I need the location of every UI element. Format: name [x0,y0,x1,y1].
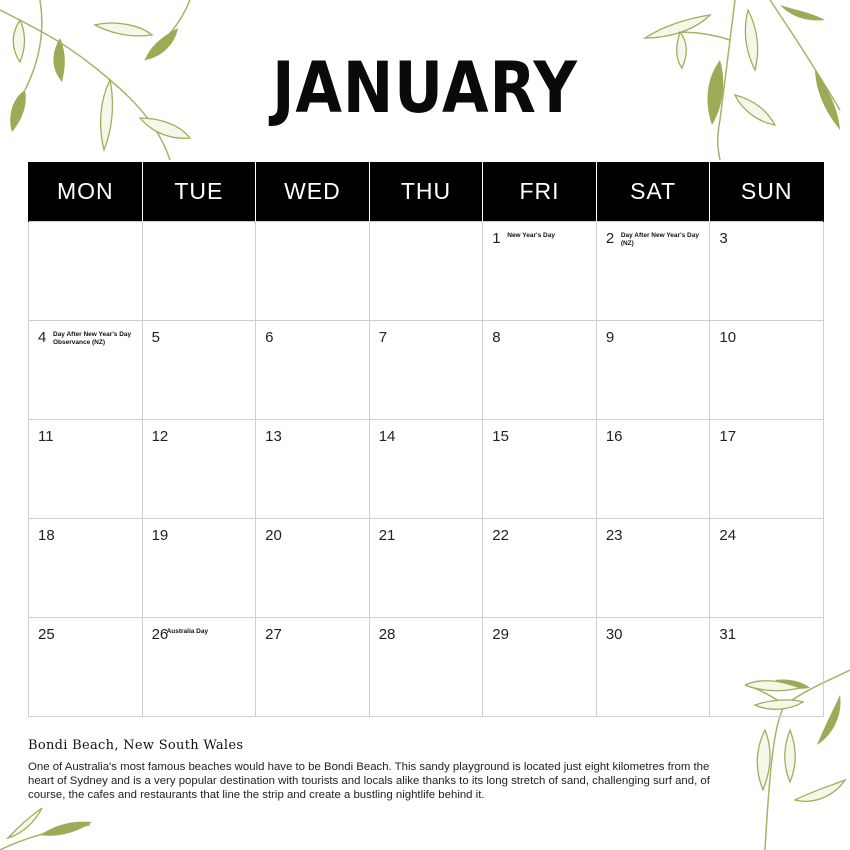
day-cell [369,321,483,420]
day-number: 15 [492,428,509,445]
day-number: 13 [265,428,282,445]
day-number: 1 [492,230,501,247]
day-number: 31 [719,626,737,643]
day-number: 10 [719,329,737,346]
day-cell [596,321,710,420]
day-number: 16 [605,428,623,445]
day-cell [596,222,710,321]
day-cell [142,618,256,717]
day-number: 11 [38,428,54,445]
day-cell [483,519,597,618]
month-title: JANUARY [272,47,578,129]
day-cell [596,519,710,618]
day-number: 4 [38,329,47,346]
day-cell [256,618,370,717]
day-cell [483,420,597,519]
weekday-header-wed: WED [256,162,370,222]
week-row [29,519,824,618]
day-number: 5 [151,329,160,346]
weekday-header-fri: FRI [483,162,597,222]
weekday-header-thu: THU [369,162,483,222]
day-number: 25 [38,626,55,643]
day-number: 23 [605,527,623,544]
day-number: 6 [265,329,274,346]
day-cell [369,618,483,717]
day-number: 29 [492,626,509,643]
day-number: 19 [151,527,169,544]
week-row [29,618,824,717]
day-cell [369,420,483,519]
day-cell [29,519,143,618]
day-cell [29,618,143,717]
day-number: 20 [265,527,282,544]
day-cell [29,222,143,321]
week-row [29,420,824,519]
day-cell [483,222,597,321]
day-number: 18 [38,527,55,544]
day-cell [596,618,710,717]
day-number: 8 [492,329,501,346]
day-number: 3 [719,230,728,247]
weekday-header-mon: MON [29,162,143,222]
day-number: 2 [605,230,615,247]
day-cell [596,420,710,519]
day-number: 12 [151,428,169,445]
day-cell [142,420,256,519]
day-cell [256,420,370,519]
photo-caption-text: One of Australia's most famous beaches would have to be Bondi Beach. This sandy playground is located just eight kilometres from the heart of Sydney and is a very popular destination with tourists and locals alike thanks to its long stretch of sand, challenging surf and, of course, the cafes and restaurants that line the strip and create a bustling nightlife behind it. [28,761,710,801]
day-cell [483,618,597,717]
day-number: 30 [605,626,623,643]
weekday-header-tue: TUE [142,162,256,222]
day-cell [710,222,824,321]
day-number: 14 [378,428,396,445]
day-number: 17 [719,428,737,445]
holiday-label: Day After New Year's Day (NZ) [620,232,699,247]
weekday-header-row [29,162,824,222]
leaf-branch-bottom-left-icon [0,800,100,850]
day-cell [142,222,256,321]
week-row [29,222,824,321]
day-cell [369,519,483,618]
day-number: 28 [378,626,396,643]
week-row [29,321,824,420]
day-number: 9 [605,329,615,346]
day-cell [710,420,824,519]
day-cell [29,321,143,420]
calendar-grid [28,162,824,717]
day-number: 21 [378,527,396,544]
weekday-header-sat: SAT [596,162,710,222]
day-number: 22 [492,527,509,544]
day-number: 24 [719,527,737,544]
weekday-header-sun: SUN [710,162,824,222]
day-cell [142,519,256,618]
holiday-label: Australia Day [166,628,209,635]
day-cell [142,321,256,420]
day-cell [369,222,483,321]
holiday-label: Day After New Year's Day Observance (NZ) [53,331,132,346]
day-cell [256,222,370,321]
day-number: 27 [265,626,282,643]
holiday-label: New Year's Day [507,232,555,239]
day-cell [256,519,370,618]
day-cell [29,420,143,519]
day-cell [483,321,597,420]
photo-caption-title: Bondi Beach, New South Wales [28,738,244,753]
day-cell [710,519,824,618]
day-number: 7 [378,329,388,346]
day-cell [710,321,824,420]
day-cell [256,321,370,420]
day-cell [710,618,824,717]
day-number: 26 [151,626,169,643]
